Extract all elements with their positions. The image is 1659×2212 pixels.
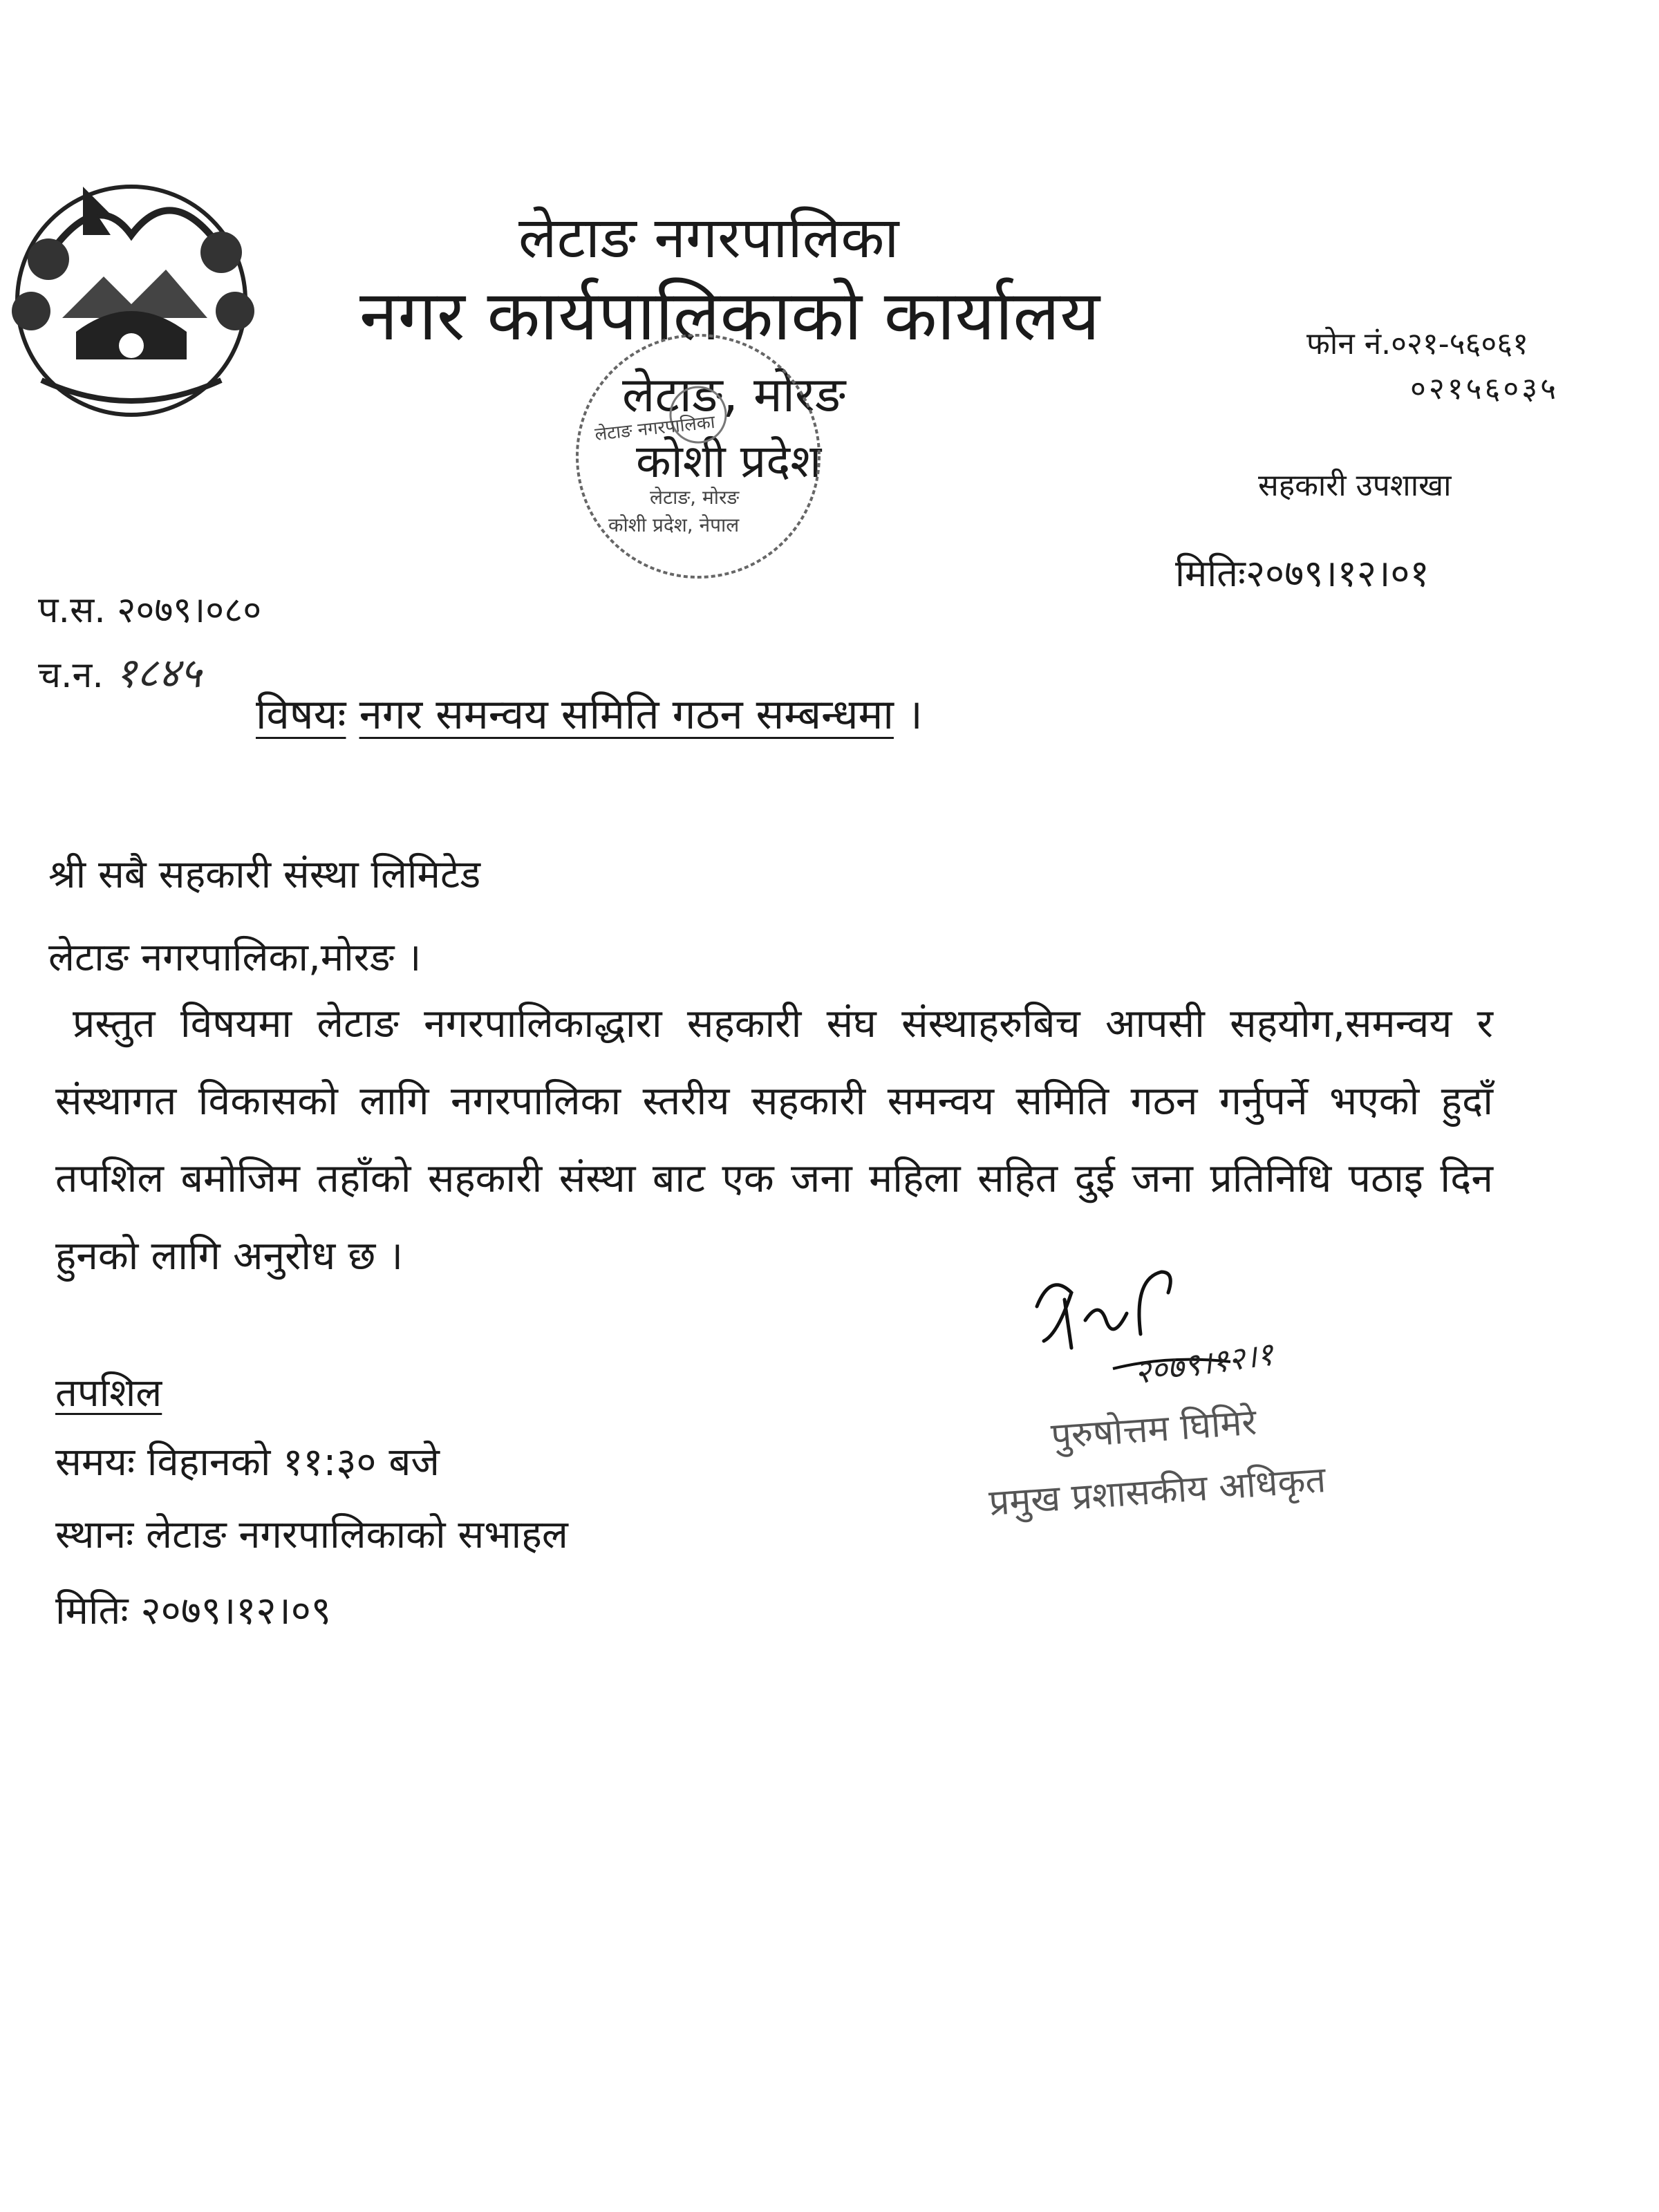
addressee-line-2: लेटाङ नगरपालिका,मोरङ । — [48, 935, 422, 980]
reference-cn — [38, 643, 201, 700]
office-name: नगर कार्यपालिकाको कार्यालय — [359, 275, 1100, 356]
subject-label: विषयः — [256, 691, 346, 739]
municipality-name: लेटाङ नगरपालिका — [518, 205, 899, 271]
stamp-text-2: लेटाङ, मोरङ — [650, 486, 740, 509]
phone-number-2: ०२१५६०३५ — [1410, 371, 1559, 406]
nepal-emblem — [0, 173, 263, 422]
office-stamp — [567, 325, 830, 588]
letter-body: प्रस्तुत विषयमा लेटाङ नगरपालिकाद्धारा सहकारी संघ संस्थाहरुबिच आपसी सहयोग,समन्वय र संस्थागत विकासको लागि नगरपालिका स्तरीय सहकारी समन्वय समिति गठन गर्नुपर्ने भएको हुदाँ तपशिल बमोजिम तहाँको सहकारी संस्था बाट एक जना महिला सहित दुई जना प्रतिनिधि पठाइ दिन हुनको लागि अनुरोध छ । — [55, 1001, 1493, 1279]
stamp-text-1: लेटाङ नगरपालिका — [594, 411, 716, 446]
signature-date: २०७९।१२।१ — [1132, 1335, 1276, 1391]
meeting-place: स्थानः लेटाङ नगरपालिकाको सभाहल — [55, 1512, 568, 1557]
signatory-title: प्रमुख प्रशासकीय अधिकृत — [987, 1459, 1327, 1524]
meeting-date: मितिः २०७९।१२।०९ — [55, 1588, 331, 1633]
subject-line — [256, 684, 923, 741]
phone-number: फोन नं.०२१-५६०६१ — [1306, 326, 1529, 362]
stamp-text-3: कोशी प्रदेश, नेपाल — [608, 514, 740, 536]
signatory-name: पुरुषोत्तम घिमिरे — [1049, 1401, 1258, 1458]
details-heading: तपशिल — [55, 1371, 162, 1416]
reference-cn-label: च.न. — [38, 655, 104, 696]
reference-cn-value: १८४५ — [115, 649, 202, 697]
reference-ps: प.स. २०७९।०८० — [38, 590, 262, 631]
meeting-time: समयः विहानको ११:३० बजे — [55, 1440, 440, 1485]
office-location: लेटाङ, मोरङ — [622, 366, 846, 423]
office-province: कोशी प्रदेश — [636, 435, 822, 488]
subject-text: नगर समन्वय समिति गठन सम्बन्धमा — [359, 691, 894, 739]
issue-date: मितिः२०७९।१२।०१ — [1175, 552, 1430, 595]
sub-branch-label: सहकारी उपशाखा — [1258, 468, 1452, 503]
addressee-line-1: श्री सबै सहकारी संस्था लिमिटेड — [48, 852, 481, 897]
subject-end: । — [907, 691, 923, 739]
